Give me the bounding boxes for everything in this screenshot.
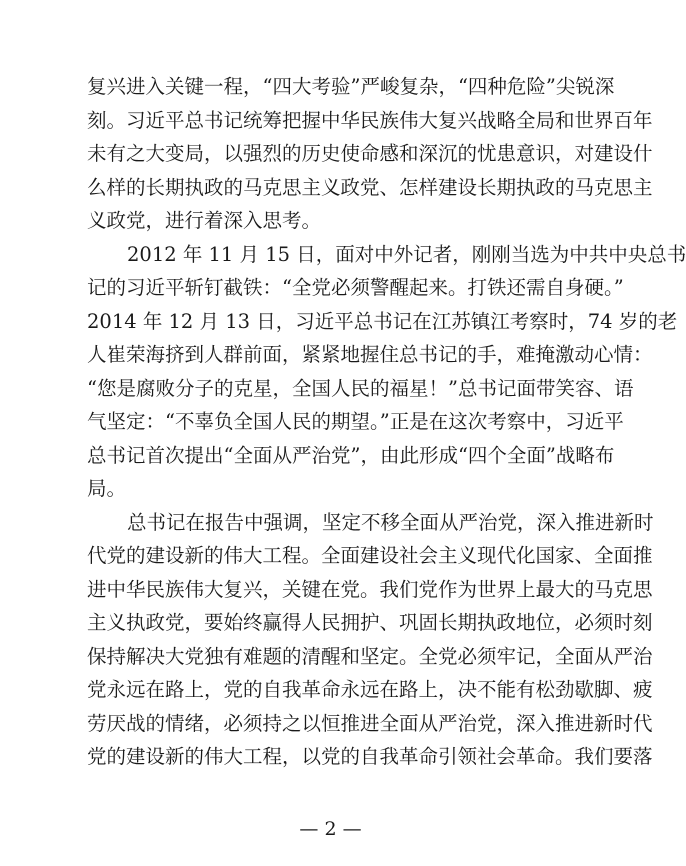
text-line: 么样的长期执政的马克思主义政党、怎样建设长期执政的马克思主 (87, 175, 653, 199)
text-line: 主义执政党，要始终赢得人民拥护、巩固长期执政地位，必须时刻 (87, 611, 653, 634)
text-line: 进中华民族伟大复兴，关键在党。我们党作为世界上最大的马克思 (87, 577, 653, 601)
text-line: 总书记在报告中强调，坚定不移全面从严治党，深入推进新时 (127, 510, 654, 534)
paragraph-2 (87, 238, 686, 506)
text-line: 局。 (87, 477, 127, 500)
text-line: 义政党，进行着深入思考。 (87, 209, 322, 232)
text-line: “您是腐败分子的克星，全国人民的福星！”总书记面带笑容、语 (87, 376, 634, 400)
text-line: 劳厌战的情绪，必须持之以恒推进全面从严治党，深入推进新时代 (87, 711, 653, 735)
paragraph-1 (87, 70, 653, 238)
text-line: 记的习近平斩钉截铁：“全党必须警醒起来。打铁还需自身硬。” (87, 276, 624, 299)
text-line: 总书记首次提出“全面从严治党”，由此形成“四个全面”战略布 (87, 443, 615, 467)
document-body (87, 70, 686, 774)
text-line: 气坚定：“不辜负全国人民的期望。”正是在这次考察中，习近平 (87, 410, 624, 433)
text-line: 2014 年 12 月 13 日，习近平总书记在江苏镇江考察时，74 岁的老 (87, 309, 678, 333)
text-line: 代党的建设新的伟大工程。全面建设社会主义现代化国家、全面推 (87, 544, 653, 567)
text-line: 党永远在路上，党的自我革命永远在路上，决不能有松劲歇脚、疲 (87, 678, 653, 701)
text-line: 未有之大变局，以强烈的历史使命感和深沉的忧患意识，对建设什 (87, 142, 653, 165)
paragraph-3 (87, 506, 654, 774)
page-number: — 2 — (299, 818, 362, 840)
text-line: 复兴进入关键一程，“四大考验”严峻复杂，“四种危险”尖锐深 (87, 75, 615, 98)
text-line: 党的建设新的伟大工程，以党的自我革命引领社会革命。我们要落 (87, 745, 653, 768)
text-line: 刻。习近平总书记统筹把握中华民族伟大复兴战略全局和世界百年 (87, 108, 653, 132)
text-line: 人崔荣海挤到人群前面，紧紧地握住总书记的手，难掩激动心情： (87, 343, 653, 366)
text-line: 2012 年 11 月 15 日，面对中外记者，刚刚当选为中共中央总书 (127, 242, 686, 266)
text-line: 保持解决大党独有难题的清醒和坚定。全党必须牢记，全面从严治 (87, 644, 653, 668)
